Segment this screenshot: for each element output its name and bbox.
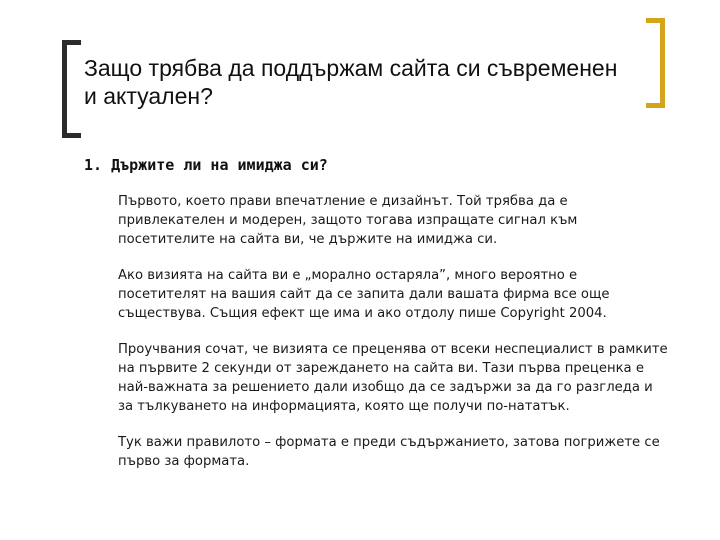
paragraph-outdated: Ако визията на сайта ви е „морално остаряла”, много вероятно е посетителят на вашия сайт да се запита дали вашата фирма все още съществува. Същия ефект ще има и ако отдолу пише Copyright 2004. xyxy=(118,268,610,321)
section-heading: 1. Държите ли на имиджа си? xyxy=(84,156,328,174)
paragraph-research: Проучвания сочат, че визията се преценява от всеки неспециалист в рамките на първите 2 секунди от зареждането на сайта ви. Тази първа преценка е най-важната за решението дали изобщо да се задържи за да го разгледа и за тълкуването на информацията, която ще получи по-нататък. xyxy=(118,342,668,414)
body-text xyxy=(118,192,668,488)
left-bracket-decoration xyxy=(62,40,81,138)
slide-title: Защо трябва да поддържам сайта си съвременен и актуален? xyxy=(84,55,618,109)
paragraph-rule: Тук важи правилото – формата е преди съдържанието, затова погрижете се първо за формата. xyxy=(118,435,660,469)
paragraph-design: Първото, което прави впечатление е дизайнът. Той трябва да е привлекателен и модерен, защото тогава изпращате сигнал към посетителите на сайта ви, че държите на имиджа си. xyxy=(118,194,578,247)
right-bracket-decoration xyxy=(646,18,665,108)
